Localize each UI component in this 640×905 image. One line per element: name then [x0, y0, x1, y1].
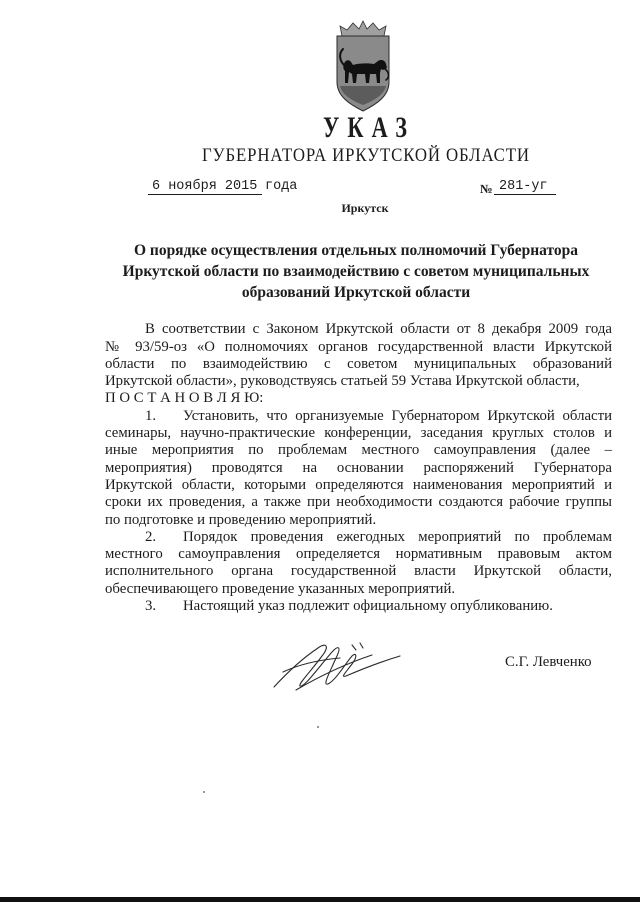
date-underline [148, 194, 262, 195]
signature-stroke [296, 655, 372, 690]
clause-number: 2. [145, 528, 157, 545]
clause-1-line: семинары, научно-практические конференции, заседания круглых столов и [105, 425, 612, 442]
clause-2-line: местного самоуправления определяется нормативным правовым актом [105, 546, 612, 563]
clause-text: Установить, что организуемые Губернатором Иркутской области [183, 407, 612, 424]
signature-stroke [352, 643, 363, 650]
clause-2-line: исполнительного органа государственной власти Иркутской области, [105, 563, 612, 580]
signature-stroke [274, 645, 400, 687]
number-sign: № [480, 182, 493, 196]
date-year-word: года [265, 179, 298, 194]
clause-1-line: сроки их проведения, а также при необходимости создаются рабочие группы [105, 494, 612, 511]
clause-1-line: мероприятия) проводятся на основании распоряжений Губернатора [105, 459, 612, 476]
scan-speck [203, 791, 205, 793]
emblem-ground [340, 86, 386, 105]
scan-speck [317, 726, 319, 728]
decree-date: 6 ноября 2015 [152, 179, 258, 194]
document-type-title: УКАЗ [322, 111, 416, 144]
clause-number: 1. [145, 407, 157, 424]
number-underline [494, 194, 556, 195]
preamble-line: № 93/59-оз «О полномочиях органов государственной власти Иркутской [105, 338, 612, 355]
preamble-line: В соответствии с Законом Иркутской области от 8 декабря 2009 года [145, 321, 612, 338]
clause-1-line [105, 408, 612, 425]
decree-number: 281-уг [499, 179, 548, 194]
preamble-line: Иркутской области», руководствуясь статьей 59 Устава Иркутской области, [105, 373, 580, 390]
clause-2-line: обеспечивающего проведение указанных мероприятий. [105, 580, 456, 597]
handwritten-signature [266, 634, 406, 696]
heading-line: образований Иркутской области [241, 284, 471, 301]
scan-edge-bar [0, 897, 640, 902]
heading-line: Иркутской области по взаимодействию с советом муниципальных [122, 263, 590, 280]
signatory-name: С.Г. Левченко [505, 654, 592, 671]
clause-1-line: Иркутской области, которыми определяются наименования мероприятий и [105, 476, 612, 493]
clause-1-line: иные мероприятия по проблемам местного самоуправления (далее – [105, 442, 612, 459]
decree-body [105, 321, 612, 615]
clause-1-line: по подготовке и проведению мероприятий. [105, 511, 377, 528]
emblem-crown [340, 21, 386, 36]
clause-2-line [105, 529, 612, 546]
coat-of-arms-icon [332, 20, 394, 112]
clause-3-line [105, 598, 612, 615]
clause-number: 3. [145, 598, 157, 615]
resolution-word: П О С Т А Н О В Л Я Ю: [105, 390, 264, 407]
clause-text: Порядок проведения ежегодных мероприятий по проблемам [183, 528, 612, 545]
place-of-issue: Иркутск [341, 201, 389, 215]
preamble-line: области по взаимодействию с советом муниципальных образований [105, 355, 612, 372]
heading-line: О порядке осуществления отдельных полномочий Губернатора [133, 242, 579, 259]
issuer-title: ГУБЕРНАТОРА ИРКУТСКОЙ ОБЛАСТИ [202, 145, 530, 166]
decree-heading [100, 240, 612, 303]
clause-text: Настоящий указ подлежит официальному опубликованию. [183, 598, 553, 615]
